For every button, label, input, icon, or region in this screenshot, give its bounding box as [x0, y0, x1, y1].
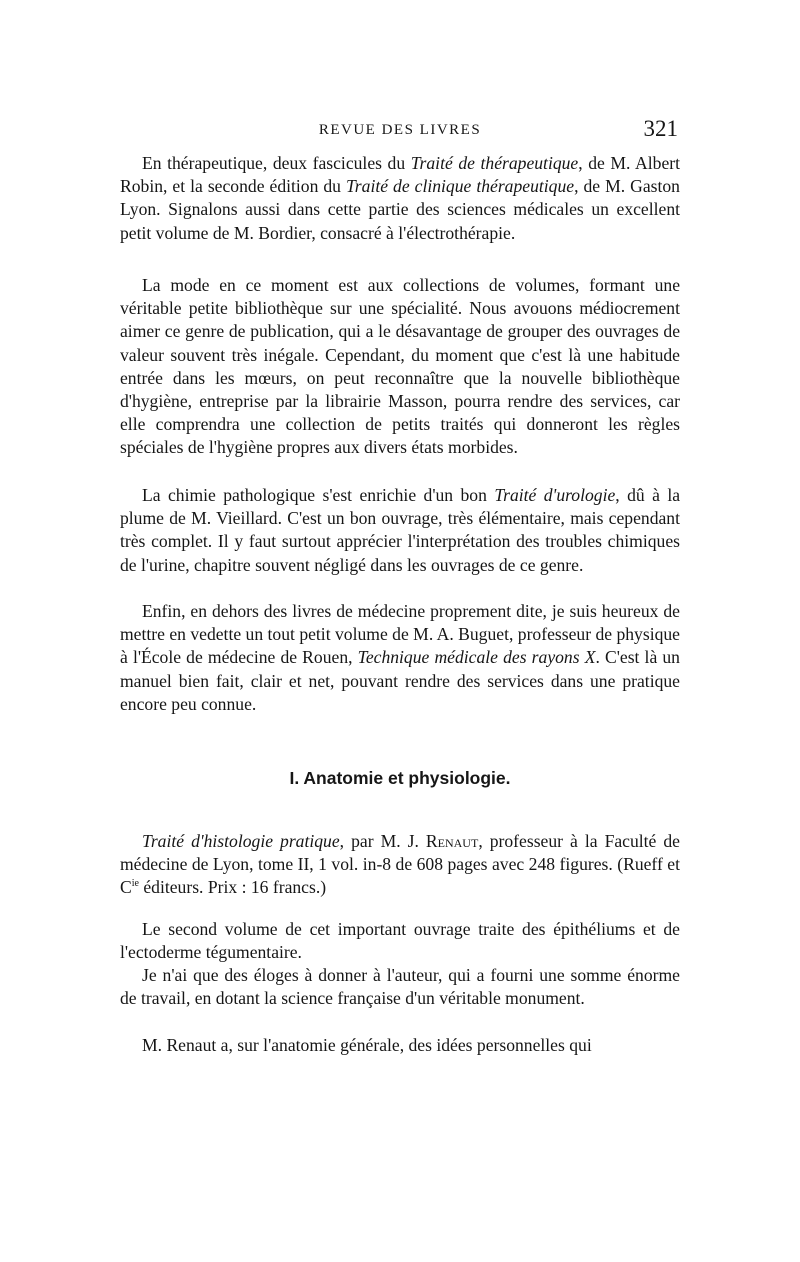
text-run: , de M. Gaston Lyon. Signalons aussi dans cette partie des sciences médicales un excellent petit volume de M. Bordier, consacré à l'électrothérapie.: [120, 176, 680, 243]
paragraph-rayons: [120, 600, 680, 716]
section-heading: I. Anatomie et physiologie.: [289, 768, 511, 788]
text-run: éditeurs. Prix : 16 francs.): [138, 877, 327, 898]
entry-title: Traité d'histologie pratique: [142, 831, 340, 851]
book-title: Traité de clinique thérapeutique: [345, 176, 575, 197]
entry-author: Renaut: [425, 831, 479, 851]
review-paragraph: Je n'ai que des éloges à donner à l'auteur, qui a fourni une somme énorme de travail, en dotant la science française d'un véritable monument.: [120, 965, 680, 1009]
text-run: , de M. Albert Robin, et la seconde édition du: [120, 153, 680, 197]
book-title: Technique médicale des rayons X: [357, 647, 596, 668]
running-title: REVUE DES LIVRES: [318, 122, 482, 138]
superscript: ie: [131, 878, 139, 890]
bibliographic-entry: [120, 830, 680, 900]
paragraph-chimie: [120, 484, 680, 577]
text-run: La chimie pathologique s'est enrichie d'un bon: [142, 485, 495, 505]
text-run: , par M. J.: [339, 831, 426, 851]
text-run: , dû à la plume de M. Vieillard. C'est un bon ouvrage, très élémentaire, mais cependant très complet. Il y faut surtout apprécier l'interprétation des troubles chimiques de l'urine, chapitre souvent négligé dans les ouvrages de ce genre.: [120, 485, 681, 575]
page-number: 321: [643, 116, 678, 141]
paragraph-collections: [120, 274, 680, 460]
text-run: . C'est là un manuel bien fait, clair et net, pouvant rendre des services dans une pratique encore peu connue.: [120, 647, 680, 714]
paragraph-therapeutique: [120, 152, 680, 245]
text-run: La mode en ce moment est aux collections de volumes, formant une véritable petite bibliothèque sur une spécialité. Nous avouons médiocrement aimer ce genre de publication, qui a le désavantage de grouper des ouvrages de valeur souvent très inégale. Cependant, du moment que c'est là une habitude entrée dans les mœurs, on peut reconnaître que la nouvelle bibliothèque d'hygiène, entreprise par la librairie Masson, pourra rendre des services, car elle comprendra une collection de petits traités qui donneront les règles spéciales de l'hygiène propres aux divers états morbides.: [120, 275, 680, 458]
page-header: [120, 116, 680, 144]
review-paragraph: M. Renaut a, sur l'anatomie générale, des idées personnelles qui: [142, 1035, 592, 1055]
book-title: Traité de thérapeutique: [410, 153, 579, 173]
text-run: Enfin, en dehors des livres de médecine proprement dite, je suis heureux de mettre en vedette un tout petit volume de M. A. Buguet, professeur de physique à l'École de médecine de Rouen,: [120, 601, 680, 668]
text-run: , professeur à la Faculté de médecine de Lyon, tome II, 1 vol. in-8 de 608 pages avec 248 figures. (Rueff et C: [120, 831, 680, 898]
review-paragraph: Le second volume de cet important ouvrage traite des épithéliums et de l'ectoderme tégumentaire.: [120, 919, 680, 963]
book-title: Traité d'urologie: [494, 485, 616, 505]
text-run: En thérapeutique, deux fascicules du: [142, 153, 411, 173]
